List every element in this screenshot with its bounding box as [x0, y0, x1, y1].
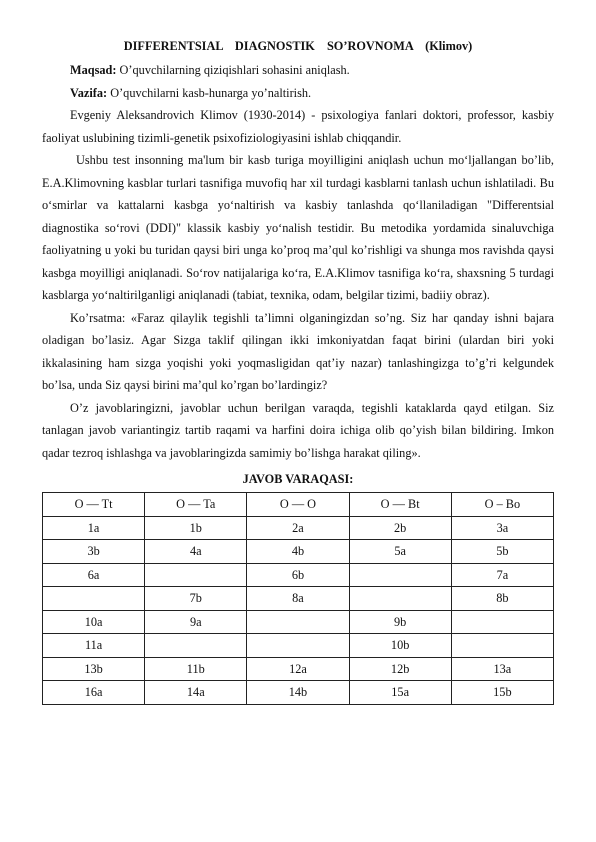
table-cell: 14b	[247, 681, 349, 705]
task-line	[42, 82, 554, 105]
table-header-row	[43, 493, 554, 517]
table-cell: 5a	[349, 540, 451, 564]
table-cell: 2a	[247, 516, 349, 540]
table-cell: 9b	[349, 610, 451, 634]
table-cell: 9a	[145, 610, 247, 634]
table-cell: 4b	[247, 540, 349, 564]
table-cell: 16a	[43, 681, 145, 705]
table-cell: 12b	[349, 657, 451, 681]
goal-label: Maqsad:	[70, 63, 117, 77]
table-cell: 4a	[145, 540, 247, 564]
table-cell	[145, 563, 247, 587]
table-cell: 5b	[451, 540, 553, 564]
table-cell: 1a	[43, 516, 145, 540]
header-cell: O — Ta	[145, 493, 247, 517]
table-cell: 8b	[451, 587, 553, 611]
table-cell	[247, 610, 349, 634]
goal-line	[42, 59, 554, 82]
document-title: DIFFERENTSIAL DIAGNOSTIK SO’ROVNOMA (Klimov)	[123, 39, 473, 53]
instruction-paragraph: Ko’rsatma: «Faraz qilaylik tegishli ta’limni olganingizdan so’ng. Siz har qanday ishni bajara oladigan bo’lasiz. Agar Sizga taklif qilingan ikki imkoniyatdan faqat birini (ulardan biri yoki ikkalasining ham sizga yoqishi yoki yoqmasligidan qat’iy nazar) tanlashingizga to’g’ri kelgundek bo’lsa, unda Siz qaysi birini ma’qul ko’rgan bo’lardingiz?	[42, 310, 554, 392]
table-cell: 11b	[145, 657, 247, 681]
table-cell: 12a	[247, 657, 349, 681]
test-description-paragraph: Ushbu test insonning ma'lum bir kasb turiga moyilligini aniqlash uchun mo‘ljallangan bo’lib, E.A.Klimovning kasblar turlari tasnifiga muvofiq har xil turdagi kasblarni tanlash uchun ishlatiladi. Bu o‘smirlar va kattalarni kasbga yo‘naltirish va kasbiy tanlashda qo‘llaniladigan "Differentsial diagnostika so‘rovi (DDI)" klassik kasbiy yo‘nalish testidir. Bu metodika yordamida sinaluvchiga faoliyatning u yoki bu turidan qaysi biri unga ko’proq ma’qul ko’rishligi va shunga mos ravishda qaysi kasbga moyilligi aniqlanadi. So‘rov natijalariga ko‘ra, E.A.Klimov tasnifiga ko‘ra, shaxsning 5 turdagi kasblarga yo‘naltirilganligi aniqlanadi (tabiat, texnika, odam, belgilar tizimi, badiiy obraz).	[42, 153, 554, 302]
table-cell: 6b	[247, 563, 349, 587]
table-cell: 7a	[451, 563, 553, 587]
answer-sheet-title: JAVOB VARAQASI:	[242, 472, 354, 486]
header-cell: O — Bt	[349, 493, 451, 517]
table-row	[43, 657, 554, 681]
table-row	[43, 587, 554, 611]
table-cell: 15a	[349, 681, 451, 705]
table-cell: 3b	[43, 540, 145, 564]
table-cell	[451, 610, 553, 634]
table-row	[43, 516, 554, 540]
table-cell: 14a	[145, 681, 247, 705]
task-label: Vazifa:	[70, 85, 108, 100]
answer-sheet-table	[42, 492, 554, 705]
header-cell: O — O	[247, 493, 349, 517]
table-cell: 13b	[43, 657, 145, 681]
table-cell	[349, 587, 451, 611]
table-row	[43, 540, 554, 564]
table-row	[43, 563, 554, 587]
table-cell: 8a	[247, 587, 349, 611]
header-cell: O – Bo	[451, 493, 553, 517]
table-cell: 3a	[451, 516, 553, 540]
table-row	[43, 634, 554, 658]
table-cell: 6a	[43, 563, 145, 587]
table-row	[43, 610, 554, 634]
table-cell: 10a	[43, 610, 145, 634]
task-text: O’quvchilarni kasb-hunarga yo’naltirish.	[107, 85, 312, 100]
table-cell: 7b	[145, 587, 247, 611]
table-cell	[349, 563, 451, 587]
answer-instruction-paragraph: O’z javoblaringizni, javoblar uchun berilgan varaqda, tegishli kataklarda qayd etilgan. Siz tanlagan javob variantingiz tartib raqami va harfini doira ichiga olib qo’yish bilan bildiring. Imkon qadar tezroq ishlashga va javoblaringizda samimiy bo’lishga harakat qiling».	[42, 400, 554, 460]
table-cell	[247, 634, 349, 658]
table-cell: 10b	[349, 634, 451, 658]
table-cell	[145, 634, 247, 658]
table-cell	[451, 634, 553, 658]
table-row	[43, 681, 554, 705]
table-cell: 13a	[451, 657, 553, 681]
goal-text: O’quvchilarning qiziqishlari sohasini aniqlash.	[116, 63, 350, 77]
author-paragraph: Evgeniy Aleksandrovich Klimov (1930-2014) - psixologiya fanlari doktori, professor, kasbiy faoliyat uslubining tizimli-genetik psixofiziologiyasini ishlab chiqqandir.	[42, 108, 554, 145]
table-cell: 15b	[451, 681, 553, 705]
table-cell: 11a	[43, 634, 145, 658]
table-cell: 2b	[349, 516, 451, 540]
table-cell: 1b	[145, 516, 247, 540]
header-cell: O — Tt	[43, 493, 145, 517]
table-cell	[43, 587, 145, 611]
